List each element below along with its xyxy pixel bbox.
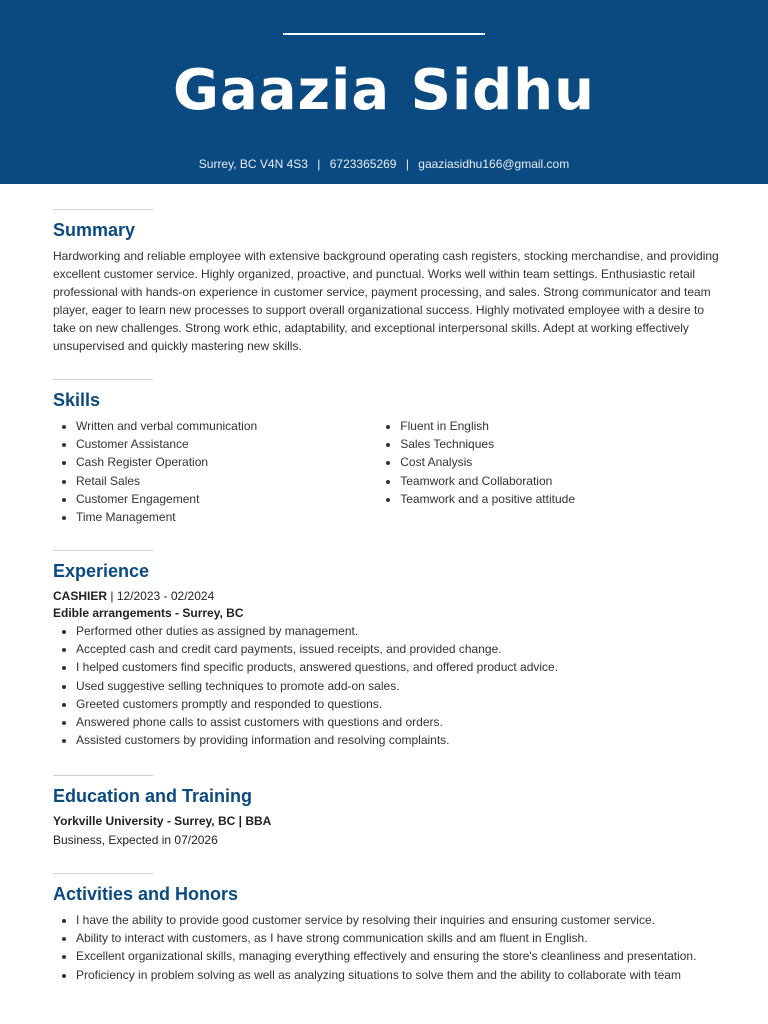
- candidate-name: Gaazia Sidhu: [173, 58, 595, 123]
- section-divider: [53, 873, 153, 874]
- experience-heading: Experience: [53, 561, 150, 581]
- experience-bullet: • Performed other duties as assigned by management.: [76, 622, 723, 640]
- skill-item: • Cost Analysis: [400, 453, 723, 471]
- skill-item: • Cash Register Operation: [76, 453, 377, 471]
- activities-section: [53, 873, 723, 984]
- skill-item: • Retail Sales: [76, 472, 377, 490]
- skills-list-right: [377, 417, 723, 526]
- experience-section: [53, 550, 723, 749]
- contact-separator: |: [317, 157, 321, 171]
- job-employer: Edible arrangements - Surrey, BC: [53, 606, 244, 620]
- contact-email[interactable]: gaaziasidhu166@gmail.com: [418, 157, 570, 171]
- section-divider: [53, 209, 153, 210]
- activities-bullets: [53, 911, 723, 984]
- experience-bullet: • Used suggestive selling techniques to promote add-on sales.: [76, 677, 723, 695]
- education-heading: Education and Training: [53, 786, 253, 806]
- skill-item: • Fluent in English: [400, 417, 723, 435]
- skill-item: • Time Management: [76, 508, 377, 526]
- summary-section: [53, 209, 723, 355]
- experience-bullet: • Greeted customers promptly and responded to questions.: [76, 695, 723, 713]
- experience-bullet: • Answered phone calls to assist customers with questions and orders.: [76, 713, 723, 731]
- contact-separator: |: [405, 157, 409, 171]
- experience-bullet: • I helped customers find specific products, answered questions, and offered product advice.: [76, 658, 723, 676]
- experience-bullet: • Accepted cash and credit card payments, issued receipts, and provided change.: [76, 640, 723, 658]
- activity-bullet: • Ability to interact with customers, as I have strong communication skills and am fluent in English.: [76, 929, 723, 947]
- section-divider: [53, 550, 153, 551]
- section-divider: [53, 775, 153, 776]
- header-divider: [283, 33, 485, 35]
- education-section: [53, 775, 723, 849]
- summary-heading: Summary: [53, 220, 136, 240]
- job-title-line: [53, 588, 723, 605]
- skills-section: [53, 379, 723, 526]
- experience-bullets: [53, 622, 723, 749]
- skill-item: • Customer Assistance: [76, 435, 377, 453]
- skill-item: • Written and verbal communication: [76, 417, 377, 435]
- section-divider: [53, 379, 153, 380]
- contact-phone[interactable]: 6723365269: [329, 157, 397, 171]
- activity-bullet: • Proficiency in problem solving as well as analyzing situations to solve them and the ability to collaborate with team: [76, 966, 723, 984]
- skill-item: • Teamwork and a positive attitude: [400, 490, 723, 508]
- contact-location: Surrey, BC V4N 4S3: [198, 157, 308, 171]
- activities-heading: Activities and Honors: [53, 884, 239, 904]
- job-separator: |: [110, 589, 114, 603]
- job-dates: 12/2023 - 02/2024: [116, 589, 215, 603]
- resume-header: [0, 0, 768, 184]
- skills-columns: [53, 417, 723, 526]
- skill-item: • Customer Engagement: [76, 490, 377, 508]
- skill-item: • Sales Techniques: [400, 435, 723, 453]
- skill-item: • Teamwork and Collaboration: [400, 472, 723, 490]
- education-school: Yorkville University - Surrey, BC | BBA: [53, 814, 272, 828]
- activity-bullet: • Excellent organizational skills, managing everything effectively and ensuring the store's cleanliness and presentation.: [76, 947, 723, 965]
- education-detail: Business, Expected in 07/2026: [53, 833, 218, 847]
- activity-bullet: • I have the ability to provide good customer service by resolving their inquiries and ensuring customer service.: [76, 911, 723, 929]
- experience-bullet: • Assisted customers by providing information and resolving complaints.: [76, 731, 723, 749]
- summary-text: Hardworking and reliable employee with extensive background operating cash registers, stocking merchandise, and providing excellent customer service. Highly organized, proactive, and punctual. Works well within team settings. Enthusiastic retail professional with hands-on experience in customer service, payment processing, and sales. Strong communicator and team player, eager to learn new processes to support overall organizational success. Highly motivated employee with a desire to take on new challenges. Strong work ethic, adaptability, and exceptional interpersonal skills. Adept at working effectively unsupervised and quickly mastering new skills.: [53, 249, 719, 353]
- skills-list-left: [53, 417, 377, 526]
- job-title: CASHIER: [53, 589, 108, 603]
- skills-heading: Skills: [53, 390, 101, 410]
- contact-line: [0, 157, 768, 171]
